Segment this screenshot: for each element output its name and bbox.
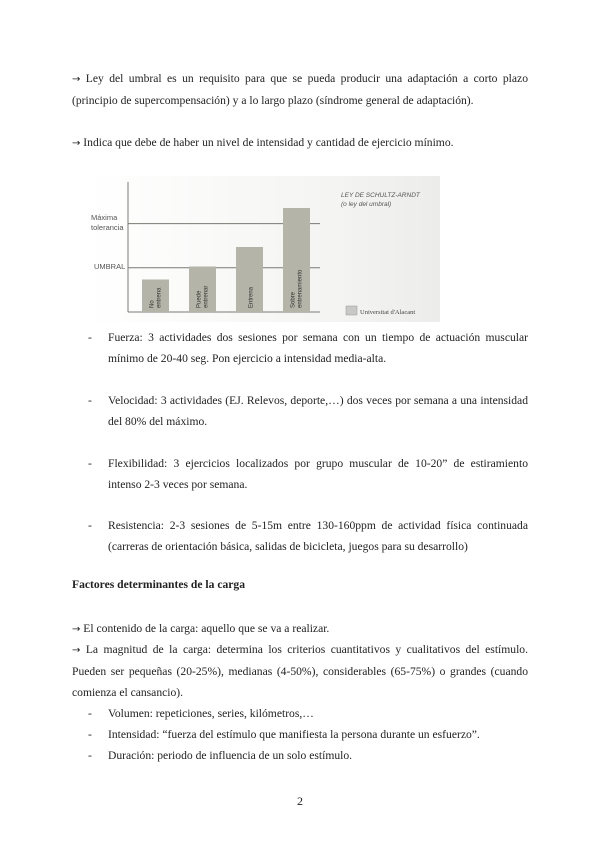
- section-text-2: La magnitud de la carga: determina los criterios cuantitativos y cualitativos del estímulo. Pueden ser pequeñas (20-25%), medianas (4-50%), considerables (65-75%) o grandes (cuando comienza el cansancio).: [72, 643, 528, 699]
- bullet-dash: -: [88, 457, 92, 470]
- bullet-text: Fuerza: 3 actividades dos sesiones por semana con un tiempo de actuación muscular mínimo de 20-40 seg. Pon ejercicio a intensidad media-alta.: [108, 331, 528, 365]
- bar-2: [189, 267, 216, 313]
- section-heading: Factores determinantes de la carga: [72, 578, 246, 591]
- bullet-velocidad: [88, 390, 528, 432]
- intro-paragraph-2: [72, 132, 528, 154]
- arrow-right-icon: →: [72, 138, 81, 149]
- bullet-text: Resistencia: 2-3 sesiones de 5-15m entre 130-160ppm de actividad física continuada (carreras de orientación básica, salidas de bicicleta, juegos para su desarrollo): [108, 519, 528, 553]
- bullet-text: Velocidad: 3 actividades (EJ. Relevos, deporte,…) dos veces por semana a una intensidad del 80% del máximo.: [108, 394, 528, 428]
- bar-1: [142, 280, 169, 313]
- arrow-right-icon: →: [72, 624, 81, 635]
- bullet-text: Volumen: repeticiones, series, kilómetros,…: [108, 707, 314, 720]
- bullet-text: Flexibilidad: 3 ejercicios localizados por grupo muscular de 10-20” de estiramiento intenso 2-3 veces por semana.: [108, 457, 528, 491]
- section-paragraph-2: [72, 639, 528, 703]
- university-logo-text: Universitat d'Alacant: [360, 309, 416, 316]
- bullet-resistencia: [88, 515, 528, 557]
- bar-label-4: Sobreentrenamiento: [290, 269, 304, 308]
- university-logo-icon: [346, 306, 357, 315]
- ylabel-umbral: UMBRAL: [94, 262, 126, 271]
- ylabel-max-tolerance: Máxima tolerancia: [91, 213, 124, 232]
- section-paragraph-1: [72, 618, 528, 640]
- bullet-dash: -: [88, 728, 92, 741]
- bar-label-2: Puedeentrenar: [196, 285, 210, 308]
- bullet-dash: -: [88, 394, 92, 407]
- intro-text-2: Indica que debe de haber un nivel de intensidad y cantidad de ejercicio mínimo.: [83, 136, 454, 149]
- bar-label-1: Noentrena: [149, 287, 163, 308]
- bullet-dash: -: [88, 519, 92, 532]
- bar-4: [283, 208, 310, 312]
- sub-bullet-intensidad: [88, 724, 528, 745]
- bullet-dash: -: [88, 749, 92, 762]
- arrow-right-icon: →: [72, 645, 81, 656]
- threshold-law-figure: [88, 176, 440, 322]
- chart-title: LEY DE SCHULTZ-ARNDT: [341, 192, 420, 199]
- section-text-1: El contenido de la carga: aquello que se va a realizar.: [83, 622, 330, 635]
- sub-bullet-duracion: [88, 745, 528, 766]
- chart-subtitle: (o ley del umbral): [341, 201, 392, 208]
- arrow-right-icon: →: [72, 74, 81, 85]
- bullet-dash: -: [88, 707, 92, 720]
- page-number: 2: [297, 794, 303, 808]
- bullet-text: Intensidad: “fuerza del estímulo que manifiesta la persona durante un esfuerzo”.: [108, 728, 480, 741]
- bar-label-3: Entrena: [248, 286, 255, 308]
- bullet-dash: -: [88, 331, 92, 344]
- intro-paragraph-1: [72, 68, 528, 111]
- threshold-chart: [88, 176, 440, 322]
- sub-bullet-volumen: [88, 703, 528, 724]
- intro-text-1: Ley del umbral es un requisito para que se pueda producir una adaptación a corto plazo (principio de supercompensación) y a lo largo plazo (síndrome general de adaptación).: [72, 72, 528, 107]
- bullet-flexibilidad: [88, 453, 528, 495]
- bullet-fuerza: [88, 327, 528, 369]
- bullet-text: Duración: periodo de influencia de un solo estímulo.: [108, 749, 353, 762]
